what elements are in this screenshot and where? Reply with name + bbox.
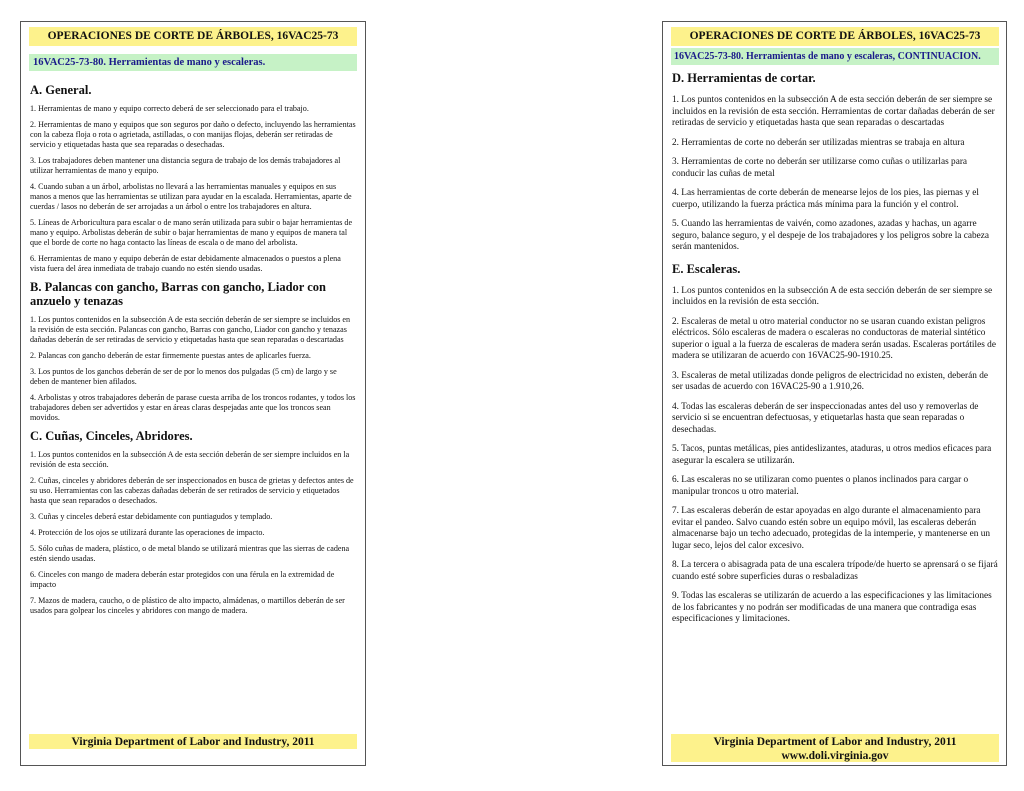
paragraph: 2. Escaleras de metal u otro material conductor no se usaran cuando existan peligros eléctricos. Sólo escaleras de madera o escaleras no conductoras de material sintético superior o igual a la fuerza de escaleras de madera serán usadas. Escaleras portátiles de madera se utilizaran de acuerdo con 16VAC25-90-1910.25. (672, 316, 996, 361)
paragraph: 8. La tercera o abisagrada pata de una escalera trípode/de huerto se aprensará o se fijará cuando esté sobre superficies duras o resbaladizas (672, 560, 998, 582)
section-subtitle-bar: 16VAC25-73-80. Herramientas de mano y escaleras, CONTINUACION. (671, 48, 999, 65)
paragraph: 1. Los puntos contenidos en la subsección A de esta sección deberán de ser siempre se incluidos en la revisión de esta sección. Palancas con gancho, Barras con gancho, Liador con gancho y tenazas dañadas deberán de ser retiradas de servicio y etiquetadas hasta que sean reparadas o descartadas (30, 315, 351, 344)
paragraph: 2. Herramientas de mano y equipos que son seguros por daño o defecto, incluyendo las herramientas con la cabeza floja o rota o agrietada, astilladas, o con manijas flojas, deberán ser retiradas de servicio y etiquetadas hasta que sea reparadas o desechadas. (30, 120, 356, 149)
paragraph: 1. Los puntos contenidos en la subsección A de esta sección deberán de ser siempre incluidos en la revisión de esta sección. (30, 450, 350, 469)
paragraph: 6. Las escaleras no se utilizaran como puentes o planos inclinados para cargar o manipular troncos u otro material. (672, 475, 969, 497)
right-page (662, 21, 1007, 766)
paragraph: 2. Palancas con gancho deberán de estar firmemente puestas antes de aplicarles fuerza. (30, 351, 311, 360)
paragraph: 6. Herramientas de mano y equipo deberán de estar debidamente almacenados o puestos a plena vista fuera del área inmediata de trabajo cuando no estén siendo usadas. (30, 254, 341, 273)
paragraph: 6. Cinceles con mango de madera deberán estar protegidos con una férula en la extremidad de impacto (30, 570, 335, 589)
paragraph: 3. Los puntos de los ganchos deberán de ser de por lo menos dos pulgadas (5 cm) de largo y se deben de mantener bien afilados. (30, 367, 337, 386)
section-heading: B. Palancas con gancho, Barras con gancho, Liador con anzuelo y tenazas (30, 280, 326, 308)
left-page (20, 21, 366, 766)
section-heading: A. General. (30, 83, 92, 97)
footer-banner (671, 734, 999, 762)
section-heading: C. Cuñas, Cinceles, Abridores. (30, 429, 193, 443)
right-page-content (672, 70, 999, 634)
paragraph: 5. Líneas de Arboricultura para escalar o de mano serán utilizada para subir o bajar herramientas de mano y equipo. Arbolistas deberán de subir o bajar herramientas de mano y equipos de manera tal que el borde de corte no haga contacto las líneas de escala o de mano del arbolista. (30, 218, 353, 247)
paragraph: 3. Herramientas de corte no deberán ser utilizarse como cuñas o utilizarlas para conducir las cuñas de metal (672, 157, 968, 179)
paragraph: 7. Las escaleras deberán de estar apoyadas en algo durante el almacenamiento para evitar el pandeo. Salvo cuando estén sobre un equipo móvil, las escaleras deberán almacenarse bajo un techo adecuado, protegidas de la intemperie, y mantenerse en un lugar seco, lejos del calor excesivo. (672, 506, 991, 551)
paragraph: 4. Las herramientas de corte deberán de menearse lejos de los pies, las piernas y el cuerpo, utilizando la fuerza práctica más mínima para la función y el control. (672, 188, 979, 210)
paragraph: 4. Todas las escaleras deberán de ser inspeccionadas antes del uso y removerlas de servicio si se encuentran defectuosas, y etiquetarlas hasta que sean reparadas o desechadas. (672, 401, 979, 435)
paragraph: 4. Cuando suban a un árbol, arbolistas no llevará a las herramientas manuales y equipos en sus manos a menos que las herramientas se utilizan para ayudar en la escalada. Herramientas, aparte de cuerdas / lasos no deberán de ser arrojadas a un árbol o entre los trabajadores en altura. (30, 182, 352, 211)
paragraph: 3. Los trabajadores deben mantener una distancia segura de trabajo de los demás trabajadores al utilizar herramientas de mano y equipo. (30, 156, 341, 175)
paragraph: 3. Escaleras de metal utilizadas donde peligros de electricidad no existen, deberán de ser usadas de acuerdo con 16VAC25-90 a 1.910,26. (672, 370, 988, 392)
paragraph: 7. Mazos de madera, caucho, o de plástico de alto impacto, almádenas, o martillos deberán de ser usados para golpear los cinceles y abridores con mango de madera. (30, 596, 345, 615)
paragraph: 5. Sólo cuñas de madera, plástico, o de metal blando se utilizará mientras que las sierras de cadena estén siendo usadas. (30, 544, 350, 563)
paragraph: 1. Herramientas de mano y equipo correcto deberá de ser seleccionado para el trabajo. (30, 104, 309, 113)
paragraph: 1. Los puntos contenidos en la subsección A de esta sección deberán de ser siempre se incluidos en la revisión de esta sección. Herramientas de cortar dañadas deberán de ser retiradas de servicio y etiquetadas hasta que sean reparadas o descartadas (672, 95, 995, 128)
section-heading: E. Escaleras. (672, 261, 741, 276)
page-title-banner: OPERACIONES DE CORTE DE ÁRBOLES, 16VAC25-73 (671, 27, 999, 46)
section-heading: D. Herramientas de cortar. (672, 71, 816, 85)
footer-banner: Virginia Department of Labor and Industry, 2011 (29, 734, 357, 749)
paragraph: 4. Protección de los ojos se utilizará durante las operaciones de impacto. (30, 528, 265, 537)
paragraph: 2. Cuñas, cinceles y abridores deberán de ser inspeccionados en busca de grietas y defectos antes de su uso. Herramientas con las cabezas dañadas deberán de ser retirados de servicio y etiquetados hasta que sean reparados o desechados. (30, 476, 354, 505)
footer-organization: Virginia Department of Labor and Industry, 2011 (713, 736, 957, 748)
paragraph: 9. Todas las escaleras se utilizarán de acuerdo a las especificaciones y las limitaciones de los fabricantes y no podrán ser modificadas de una manera que contradiga esas especificaciones y limitaciones. (672, 591, 992, 624)
footer-website: www.doli.virginia.gov (781, 750, 889, 762)
paragraph: 5. Cuando las herramientas de vaivén, como azadones, azadas y hachas, un agarre seguro, balance seguro, y el despeje de los trabajadores y los peligros sobre la cabeza serán mantenidos. (672, 219, 990, 252)
page-title-banner: OPERACIONES DE CORTE DE ÁRBOLES, 16VAC25-73 (29, 27, 357, 46)
paragraph: 5. Tacos, puntas metálicas, pies antideslizantes, ataduras, u otros medios eficaces para asegurar la escalera se utilizarán. (672, 444, 992, 466)
section-subtitle-bar: 16VAC25-73-80. Herramientas de mano y escaleras. (29, 54, 357, 71)
paragraph: 3. Cuñas y cinceles deberá estar debidamente con puntiagudos y templado. (30, 512, 273, 521)
paragraph: 2. Herramientas de corte no deberán ser utilizadas mientras se trabaja en altura (672, 137, 965, 148)
paragraph: 4. Arbolistas y otros trabajadores deberán de parase cuesta arriba de los troncos rodantes, y todos los trabajadores deben ser advertidos y estar en áreas claras despejadas ante que los troncos sean movidos. (30, 393, 356, 422)
paragraph: 1. Los puntos contenidos en la subsección A de esta sección deberán de ser siempre se incluidos en la revisión de esta sección. (672, 285, 993, 307)
left-page-content (30, 78, 357, 622)
